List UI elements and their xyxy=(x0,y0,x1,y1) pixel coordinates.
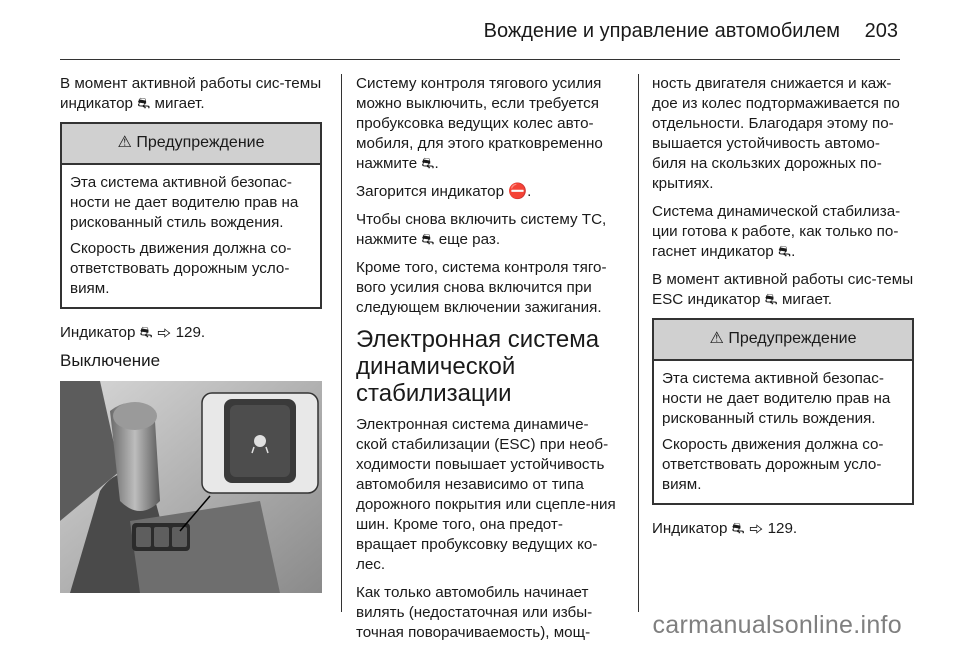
warning-title: Предупреждение xyxy=(136,134,265,151)
page-number: 203 xyxy=(864,20,898,42)
warning-heading xyxy=(654,320,912,361)
warning-icon: ⚠ xyxy=(709,330,724,347)
warning-title: Предупреждение xyxy=(728,330,857,347)
paragraph: Система динамической стабилиза-ции готова к работе, как только по-гаснет индикатор ⛐. xyxy=(652,203,901,260)
paragraph: Систему контроля тягового усилия можно выключить, если требуется пробуксовка ведущих колес авто-мобиля, для этого кратковременно нажмите ⛐. xyxy=(356,75,603,172)
warning-text: Эта система активной безопас-ности не дает водителю прав на рискованный стиль вождения. xyxy=(70,174,299,231)
intro-text: В момент активной работы сис-темы индикатор ⛐ мигает. xyxy=(60,75,322,112)
warning-box xyxy=(60,122,322,309)
column-divider-right xyxy=(638,74,639,612)
paragraph: Электронная система динамиче-ской стабилизации (ESC) при необ-ходимости повышает устойчивость автомобиля независимо от типа дорожного покрытия или сцепле-ния шин. Кроме того, она предот-вращает пробуксовку ведущих ко-лес. xyxy=(356,416,616,573)
warning-text: Скорость движения должна со-ответствовать дорожным усло-виям. xyxy=(70,240,292,297)
column-2 xyxy=(356,74,618,651)
watermark: carmanualsonline.info xyxy=(652,611,902,639)
paragraph: Чтобы снова включить систему TC, нажмите ⛐ еще раз. xyxy=(356,211,607,248)
column-divider-left xyxy=(341,74,342,612)
warning-box xyxy=(652,318,914,505)
warning-heading xyxy=(62,124,320,165)
paragraph: ность двигателя снижается и каж-дое из колес подтормаживается по отдельности. Благодаря этому по-вышается устойчивость автомо-биля на скользких дорожных по-крытиях. xyxy=(652,75,900,192)
warning-text: Скорость движения должна со-ответствовать дорожным усло-виям. xyxy=(662,436,884,493)
column-1 xyxy=(60,74,322,593)
paragraph: Как только автомобиль начинает вилять (недостаточная или избы-точная поворачиваемость), мощ- xyxy=(356,584,593,641)
paragraph: Загорится индикатор ⛔. xyxy=(356,183,532,200)
column-3 xyxy=(652,74,914,547)
switch-panel-photo xyxy=(60,381,322,593)
header-title: Вождение и управление автомобилем xyxy=(483,20,840,42)
subheading-off: Выключение xyxy=(60,351,161,370)
warning-body xyxy=(654,361,912,503)
indicator-reference: Индикатор ⛐ ⇨ 129. xyxy=(60,324,206,341)
section-title: Электронная система динамической стабилизации xyxy=(356,326,600,407)
paragraph: Кроме того, система контроля тяго-вого усилия снова включится при следующем включении зажигания. xyxy=(356,259,607,316)
paragraph: В момент активной работы сис-темы ESC индикатор ⛐ мигает. xyxy=(652,271,914,308)
warning-text: Эта система активной безопас-ности не дает водителю прав на рискованный стиль вождения. xyxy=(662,370,891,427)
warning-icon: ⚠ xyxy=(117,134,132,151)
indicator-reference: Индикатор ⛐ ⇨ 129. xyxy=(652,520,798,537)
header-rule xyxy=(60,59,900,60)
warning-body xyxy=(62,165,320,307)
